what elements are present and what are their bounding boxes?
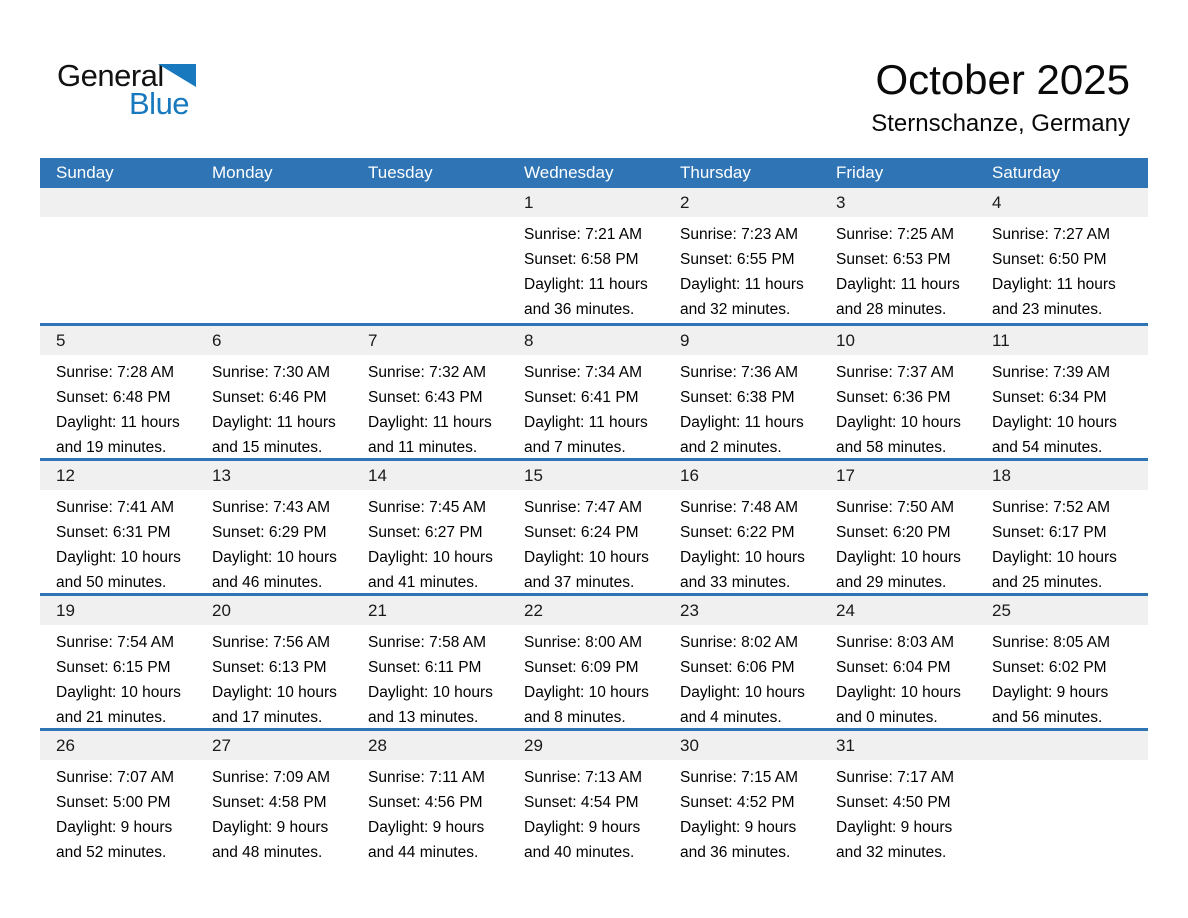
day-number-band [820, 326, 976, 355]
day-number: 11 [992, 331, 1010, 350]
daylight-text: Daylight: 10 hours [212, 549, 337, 566]
daylight-text-cont: and 2 minutes. [680, 439, 782, 456]
day-number: 30 [680, 736, 699, 755]
daylight-text-cont: and 23 minutes. [992, 301, 1103, 318]
daylight-text: Daylight: 10 hours [680, 684, 805, 701]
day-number-band [664, 731, 820, 760]
day-details [976, 625, 1148, 730]
page-subtitle: Sternschanze, Germany [871, 110, 1130, 137]
day-number-band [664, 326, 820, 355]
day-number-band [508, 596, 664, 625]
day-cell-empty [352, 188, 508, 323]
day-number-band [196, 461, 352, 490]
sunrise-text: Sunrise: 7:32 AM [368, 364, 487, 381]
day-cell-17 [820, 461, 976, 593]
day-number-band [820, 731, 976, 760]
day-cell-16 [664, 461, 820, 593]
sunset-text: Sunset: 6:24 PM [524, 524, 639, 541]
day-details [976, 355, 1148, 460]
day-number-band [352, 596, 508, 625]
day-number-band [40, 188, 196, 217]
weekday-header-saturday: Saturday [992, 163, 1061, 182]
day-number-band [820, 596, 976, 625]
sunrise-text: Sunrise: 7:54 AM [56, 634, 175, 651]
day-cell-13 [196, 461, 352, 593]
day-cell-3 [820, 188, 976, 323]
daylight-text: Daylight: 9 hours [836, 819, 953, 836]
daylight-text-cont: and 52 minutes. [56, 844, 167, 861]
sunset-text: Sunset: 6:31 PM [56, 524, 171, 541]
day-number-band [352, 188, 508, 217]
day-number: 14 [368, 466, 387, 485]
day-details [976, 217, 1148, 322]
sunrise-text: Sunrise: 8:00 AM [524, 634, 643, 651]
daylight-text: Daylight: 10 hours [836, 549, 961, 566]
daylight-text-cont: and 28 minutes. [836, 301, 947, 318]
day-cell-10 [820, 326, 976, 458]
sunrise-text: Sunrise: 7:41 AM [56, 499, 175, 516]
day-number-band [820, 461, 976, 490]
day-number: 17 [836, 466, 855, 485]
week-row [40, 323, 1148, 458]
sunset-text: Sunset: 6:09 PM [524, 659, 639, 676]
day-cell-empty [196, 188, 352, 323]
sunset-text: Sunset: 4:52 PM [680, 794, 795, 811]
day-details [196, 625, 352, 730]
day-number: 27 [212, 736, 231, 755]
daylight-text: Daylight: 10 hours [56, 549, 181, 566]
sunset-text: Sunset: 6:34 PM [992, 389, 1107, 406]
day-number: 1 [524, 193, 534, 212]
day-cell-1 [508, 188, 664, 323]
calendar-table [40, 158, 1148, 863]
daylight-text: Daylight: 9 hours [56, 819, 173, 836]
sunrise-text: Sunrise: 7:43 AM [212, 499, 331, 516]
sunrise-text: Sunrise: 7:47 AM [524, 499, 643, 516]
sunrise-text: Sunrise: 7:58 AM [368, 634, 487, 651]
sunrise-text: Sunrise: 7:50 AM [836, 499, 955, 516]
day-details [820, 760, 976, 865]
daylight-text-cont: and 44 minutes. [368, 844, 479, 861]
day-details [352, 490, 508, 595]
day-cell-23 [664, 596, 820, 728]
day-cell-6 [196, 326, 352, 458]
day-number: 10 [836, 331, 855, 350]
day-number-band [196, 731, 352, 760]
day-details [508, 217, 664, 322]
daylight-text-cont: and 54 minutes. [992, 439, 1103, 456]
sunrise-text: Sunrise: 7:13 AM [524, 769, 643, 786]
day-cell-21 [352, 596, 508, 728]
sunrise-text: Sunrise: 7:30 AM [212, 364, 331, 381]
week-row [40, 458, 1148, 593]
week-row [40, 593, 1148, 728]
daylight-text: Daylight: 9 hours [212, 819, 329, 836]
day-number: 31 [836, 736, 855, 755]
week-row [40, 188, 1148, 323]
day-details [976, 490, 1148, 595]
daylight-text: Daylight: 11 hours [680, 414, 804, 431]
day-details [508, 760, 664, 865]
weekday-header-monday: Monday [212, 163, 273, 182]
day-number: 3 [836, 193, 846, 212]
day-cell-15 [508, 461, 664, 593]
weekday-header-row [40, 158, 1148, 188]
sunrise-text: Sunrise: 7:09 AM [212, 769, 331, 786]
daylight-text: Daylight: 10 hours [992, 549, 1117, 566]
day-details [40, 490, 196, 595]
day-number-band [508, 731, 664, 760]
day-details [820, 217, 976, 322]
daylight-text: Daylight: 9 hours [524, 819, 641, 836]
daylight-text-cont: and 15 minutes. [212, 439, 323, 456]
day-number: 7 [368, 331, 378, 350]
daylight-text: Daylight: 11 hours [992, 276, 1116, 293]
day-cell-empty [40, 188, 196, 323]
daylight-text-cont: and 50 minutes. [56, 574, 167, 591]
day-number-band [976, 731, 1148, 760]
day-cell-18 [976, 461, 1148, 593]
day-number: 19 [56, 601, 75, 620]
daylight-text: Daylight: 10 hours [368, 549, 493, 566]
daylight-text: Daylight: 9 hours [680, 819, 797, 836]
day-details [40, 760, 196, 865]
sunrise-text: Sunrise: 8:05 AM [992, 634, 1111, 651]
day-number: 2 [680, 193, 690, 212]
day-number-band [352, 731, 508, 760]
day-cell-28 [352, 731, 508, 863]
day-number-band [664, 596, 820, 625]
sunset-text: Sunset: 6:48 PM [56, 389, 171, 406]
day-number-band [196, 188, 352, 217]
day-details [352, 355, 508, 460]
day-cell-30 [664, 731, 820, 863]
sunrise-text: Sunrise: 7:34 AM [524, 364, 643, 381]
day-number-band [40, 326, 196, 355]
day-cell-27 [196, 731, 352, 863]
sunrise-text: Sunrise: 7:45 AM [368, 499, 487, 516]
sunset-text: Sunset: 6:50 PM [992, 251, 1107, 268]
day-number: 23 [680, 601, 699, 620]
sunrise-text: Sunrise: 7:39 AM [992, 364, 1111, 381]
sunrise-text: Sunrise: 7:52 AM [992, 499, 1111, 516]
sunset-text: Sunset: 6:04 PM [836, 659, 951, 676]
sunset-text: Sunset: 4:56 PM [368, 794, 483, 811]
sunrise-text: Sunrise: 7:17 AM [836, 769, 955, 786]
day-cell-empty [976, 731, 1148, 863]
day-details [664, 760, 820, 865]
day-number-band [976, 596, 1148, 625]
daylight-text: Daylight: 10 hours [368, 684, 493, 701]
daylight-text: Daylight: 10 hours [212, 684, 337, 701]
sunrise-text: Sunrise: 7:48 AM [680, 499, 799, 516]
day-cell-7 [352, 326, 508, 458]
day-number: 28 [368, 736, 387, 755]
daylight-text: Daylight: 10 hours [56, 684, 181, 701]
sunrise-text: Sunrise: 7:11 AM [368, 769, 485, 786]
day-details [352, 625, 508, 730]
day-number-band [508, 326, 664, 355]
sunrise-text: Sunrise: 7:25 AM [836, 226, 955, 243]
daylight-text: Daylight: 9 hours [368, 819, 485, 836]
daylight-text: Daylight: 11 hours [524, 276, 648, 293]
daylight-text-cont: and 7 minutes. [524, 439, 626, 456]
day-cell-19 [40, 596, 196, 728]
daylight-text: Daylight: 11 hours [836, 276, 960, 293]
day-cell-31 [820, 731, 976, 863]
daylight-text: Daylight: 10 hours [680, 549, 805, 566]
daylight-text-cont: and 25 minutes. [992, 574, 1103, 591]
day-details [196, 355, 352, 460]
daylight-text-cont: and 32 minutes. [836, 844, 947, 861]
day-number: 29 [524, 736, 543, 755]
daylight-text-cont: and 46 minutes. [212, 574, 323, 591]
sunset-text: Sunset: 6:38 PM [680, 389, 795, 406]
day-details [820, 490, 976, 595]
daylight-text-cont: and 19 minutes. [56, 439, 167, 456]
sunrise-text: Sunrise: 7:36 AM [680, 364, 799, 381]
page-title: October 2025 [875, 56, 1130, 103]
weekday-header-friday: Friday [836, 163, 884, 182]
logo-triangle-icon [158, 64, 196, 87]
sunset-text: Sunset: 4:58 PM [212, 794, 327, 811]
sunset-text: Sunset: 6:43 PM [368, 389, 483, 406]
sunset-text: Sunset: 6:15 PM [56, 659, 171, 676]
day-details [40, 355, 196, 460]
sunset-text: Sunset: 4:54 PM [524, 794, 639, 811]
day-number-band [352, 326, 508, 355]
weekday-header-sunday: Sunday [56, 163, 114, 182]
sunrise-text: Sunrise: 7:21 AM [524, 226, 643, 243]
day-number-band [508, 188, 664, 217]
day-number: 12 [56, 466, 75, 485]
day-number: 18 [992, 466, 1011, 485]
day-details [664, 355, 820, 460]
day-cell-8 [508, 326, 664, 458]
general-blue-logo [57, 60, 197, 120]
day-number-band [196, 326, 352, 355]
day-number: 4 [992, 193, 1002, 212]
day-cell-25 [976, 596, 1148, 728]
daylight-text: Daylight: 10 hours [524, 684, 649, 701]
sunset-text: Sunset: 6:13 PM [212, 659, 327, 676]
weekday-header-thursday: Thursday [680, 163, 751, 182]
day-cell-4 [976, 188, 1148, 323]
daylight-text: Daylight: 10 hours [524, 549, 649, 566]
day-number: 21 [368, 601, 387, 620]
calendar-weeks [40, 188, 1148, 863]
sunset-text: Sunset: 6:36 PM [836, 389, 951, 406]
day-number: 16 [680, 466, 699, 485]
daylight-text: Daylight: 11 hours [524, 414, 648, 431]
daylight-text-cont: and 48 minutes. [212, 844, 323, 861]
day-details [508, 625, 664, 730]
day-cell-29 [508, 731, 664, 863]
daylight-text-cont: and 4 minutes. [680, 709, 782, 726]
day-details [352, 760, 508, 865]
day-cell-26 [40, 731, 196, 863]
day-number: 8 [524, 331, 534, 350]
sunrise-text: Sunrise: 8:03 AM [836, 634, 955, 651]
sunset-text: Sunset: 6:22 PM [680, 524, 795, 541]
daylight-text-cont: and 11 minutes. [368, 439, 478, 456]
day-details [820, 625, 976, 730]
sunset-text: Sunset: 6:29 PM [212, 524, 327, 541]
day-number-band [976, 326, 1148, 355]
day-cell-22 [508, 596, 664, 728]
sunset-text: Sunset: 6:11 PM [368, 659, 482, 676]
day-number-band [976, 461, 1148, 490]
daylight-text-cont: and 41 minutes. [368, 574, 479, 591]
daylight-text-cont: and 17 minutes. [212, 709, 323, 726]
daylight-text-cont: and 37 minutes. [524, 574, 635, 591]
day-cell-5 [40, 326, 196, 458]
day-details [664, 625, 820, 730]
daylight-text-cont: and 13 minutes. [368, 709, 479, 726]
sunset-text: Sunset: 6:58 PM [524, 251, 639, 268]
sunset-text: Sunset: 6:53 PM [836, 251, 951, 268]
day-cell-2 [664, 188, 820, 323]
sunrise-text: Sunrise: 7:07 AM [56, 769, 175, 786]
daylight-text: Daylight: 11 hours [56, 414, 180, 431]
day-number-band [40, 461, 196, 490]
day-number-band [820, 188, 976, 217]
sunrise-text: Sunrise: 7:56 AM [212, 634, 331, 651]
title-block [871, 56, 1130, 140]
day-details [664, 490, 820, 595]
day-number-band [508, 461, 664, 490]
day-cell-14 [352, 461, 508, 593]
sunrise-text: Sunrise: 8:02 AM [680, 634, 799, 651]
day-cell-24 [820, 596, 976, 728]
sunset-text: Sunset: 6:06 PM [680, 659, 795, 676]
daylight-text-cont: and 0 minutes. [836, 709, 938, 726]
sunset-text: Sunset: 6:27 PM [368, 524, 483, 541]
daylight-text: Daylight: 10 hours [836, 684, 961, 701]
day-details [196, 490, 352, 595]
sunset-text: Sunset: 5:00 PM [56, 794, 171, 811]
daylight-text-cont: and 8 minutes. [524, 709, 626, 726]
day-cell-20 [196, 596, 352, 728]
week-row [40, 728, 1148, 863]
day-number-band [352, 461, 508, 490]
daylight-text-cont: and 58 minutes. [836, 439, 947, 456]
day-number: 6 [212, 331, 222, 350]
day-number-band [196, 596, 352, 625]
sunrise-text: Sunrise: 7:23 AM [680, 226, 799, 243]
day-number: 15 [524, 466, 543, 485]
sunset-text: Sunset: 6:41 PM [524, 389, 639, 406]
day-cell-12 [40, 461, 196, 593]
sunset-text: Sunset: 4:50 PM [836, 794, 951, 811]
day-number-band [976, 188, 1148, 217]
sunset-text: Sunset: 6:17 PM [992, 524, 1107, 541]
sunset-text: Sunset: 6:46 PM [212, 389, 327, 406]
daylight-text: Daylight: 10 hours [836, 414, 961, 431]
daylight-text-cont: and 56 minutes. [992, 709, 1103, 726]
daylight-text-cont: and 40 minutes. [524, 844, 635, 861]
day-number: 22 [524, 601, 543, 620]
day-number: 24 [836, 601, 855, 620]
day-details [508, 490, 664, 595]
daylight-text-cont: and 36 minutes. [680, 844, 791, 861]
sunrise-text: Sunrise: 7:28 AM [56, 364, 175, 381]
day-number: 5 [56, 331, 66, 350]
weekday-header-wednesday: Wednesday [524, 163, 614, 182]
sunrise-text: Sunrise: 7:27 AM [992, 226, 1111, 243]
weekday-header-tuesday: Tuesday [368, 163, 433, 182]
daylight-text: Daylight: 11 hours [368, 414, 492, 431]
day-number: 25 [992, 601, 1011, 620]
day-details [508, 355, 664, 460]
day-number-band [40, 731, 196, 760]
day-details [40, 625, 196, 730]
daylight-text-cont: and 33 minutes. [680, 574, 791, 591]
logo-text-blue: Blue [129, 86, 190, 121]
daylight-text: Daylight: 11 hours [680, 276, 804, 293]
daylight-text-cont: and 36 minutes. [524, 301, 635, 318]
daylight-text-cont: and 32 minutes. [680, 301, 791, 318]
day-number: 26 [56, 736, 75, 755]
day-number: 20 [212, 601, 231, 620]
daylight-text-cont: and 29 minutes. [836, 574, 947, 591]
daylight-text: Daylight: 10 hours [992, 414, 1117, 431]
day-details [820, 355, 976, 460]
day-cell-9 [664, 326, 820, 458]
sunset-text: Sunset: 6:20 PM [836, 524, 951, 541]
day-cell-11 [976, 326, 1148, 458]
day-number-band [664, 188, 820, 217]
daylight-text-cont: and 21 minutes. [56, 709, 167, 726]
sunrise-text: Sunrise: 7:15 AM [680, 769, 799, 786]
sunset-text: Sunset: 6:02 PM [992, 659, 1107, 676]
day-number: 13 [212, 466, 231, 485]
day-number: 9 [680, 331, 690, 350]
day-number-band [664, 461, 820, 490]
daylight-text: Daylight: 9 hours [992, 684, 1109, 701]
day-details [664, 217, 820, 322]
day-number-band [40, 596, 196, 625]
sunset-text: Sunset: 6:55 PM [680, 251, 795, 268]
logo-text-general: General [57, 58, 164, 93]
sunrise-text: Sunrise: 7:37 AM [836, 364, 955, 381]
daylight-text: Daylight: 11 hours [212, 414, 336, 431]
day-details [196, 760, 352, 865]
